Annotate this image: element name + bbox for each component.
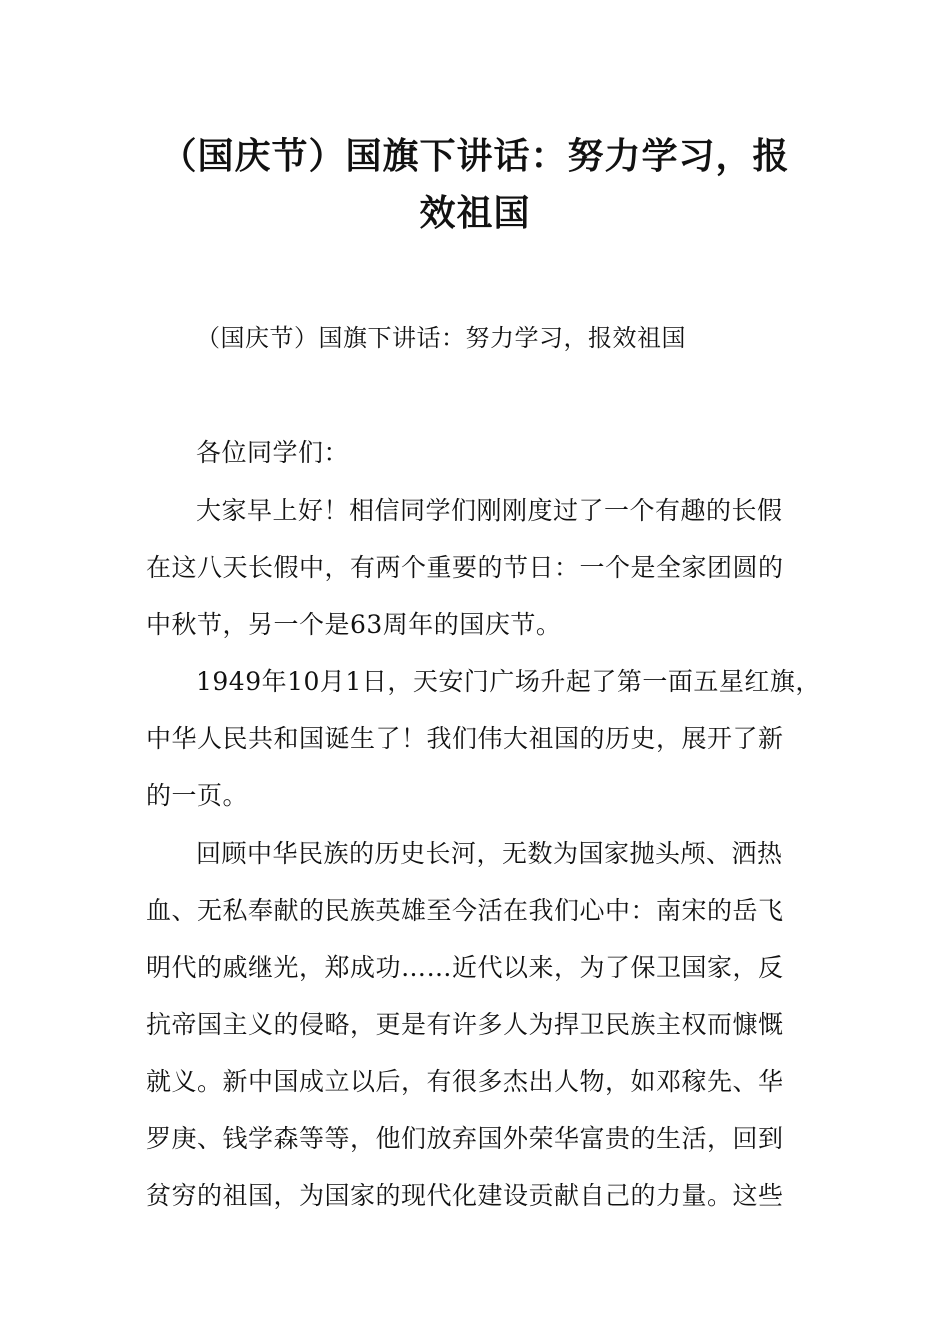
body-line-8: 血、无私奉献的民族英雄至今活在我们心中：南宋的岳飞 xyxy=(146,896,784,925)
body-line-6: 的一页。 xyxy=(146,781,249,810)
greeting: 各位同学们： xyxy=(196,438,350,467)
body-line-4: 1949年10月1日，天安门广场升起了第一面五星红旗， xyxy=(196,667,821,696)
body-line-1: 大家早上好！相信同学们刚刚度过了一个有趣的长假 xyxy=(196,496,783,525)
body-line-9: 明代的戚继光，郑成功……近代以来，为了保卫国家，反 xyxy=(146,953,784,982)
body-line-2: 在这八天长假中，有两个重要的节日：一个是全家团圆的 xyxy=(146,553,784,582)
body-line-10: 抗帝国主义的侵略，更是有许多人为捍卫民族主权而慷慨 xyxy=(146,1010,784,1039)
document-subtitle: （国庆节）国旗下讲话：努力学习，报效祖国 xyxy=(196,324,686,352)
body-line-3: 中秋节，另一个是63周年的国庆节。 xyxy=(146,610,562,639)
body-line-11: 就义。新中国成立以后，有很多杰出人物，如邓稼先、华 xyxy=(146,1067,784,1096)
document-title-line-2: 效祖国 xyxy=(419,193,531,234)
body-line-7: 回顾中华民族的历史长河，无数为国家抛头颅、洒热 xyxy=(196,839,783,868)
document-title-line-1: （国庆节）国旗下讲话：努力学习，报 xyxy=(160,136,790,177)
body-line-12: 罗庚、钱学森等等，他们放弃国外荣华富贵的生活，回到 xyxy=(146,1124,784,1153)
document-title xyxy=(120,128,830,242)
body-line-5: 中华人民共和国诞生了！我们伟大祖国的历史，展开了新 xyxy=(146,724,784,753)
body-line-13: 贫穷的祖国，为国家的现代化建设贡献自己的力量。这些 xyxy=(146,1181,784,1210)
